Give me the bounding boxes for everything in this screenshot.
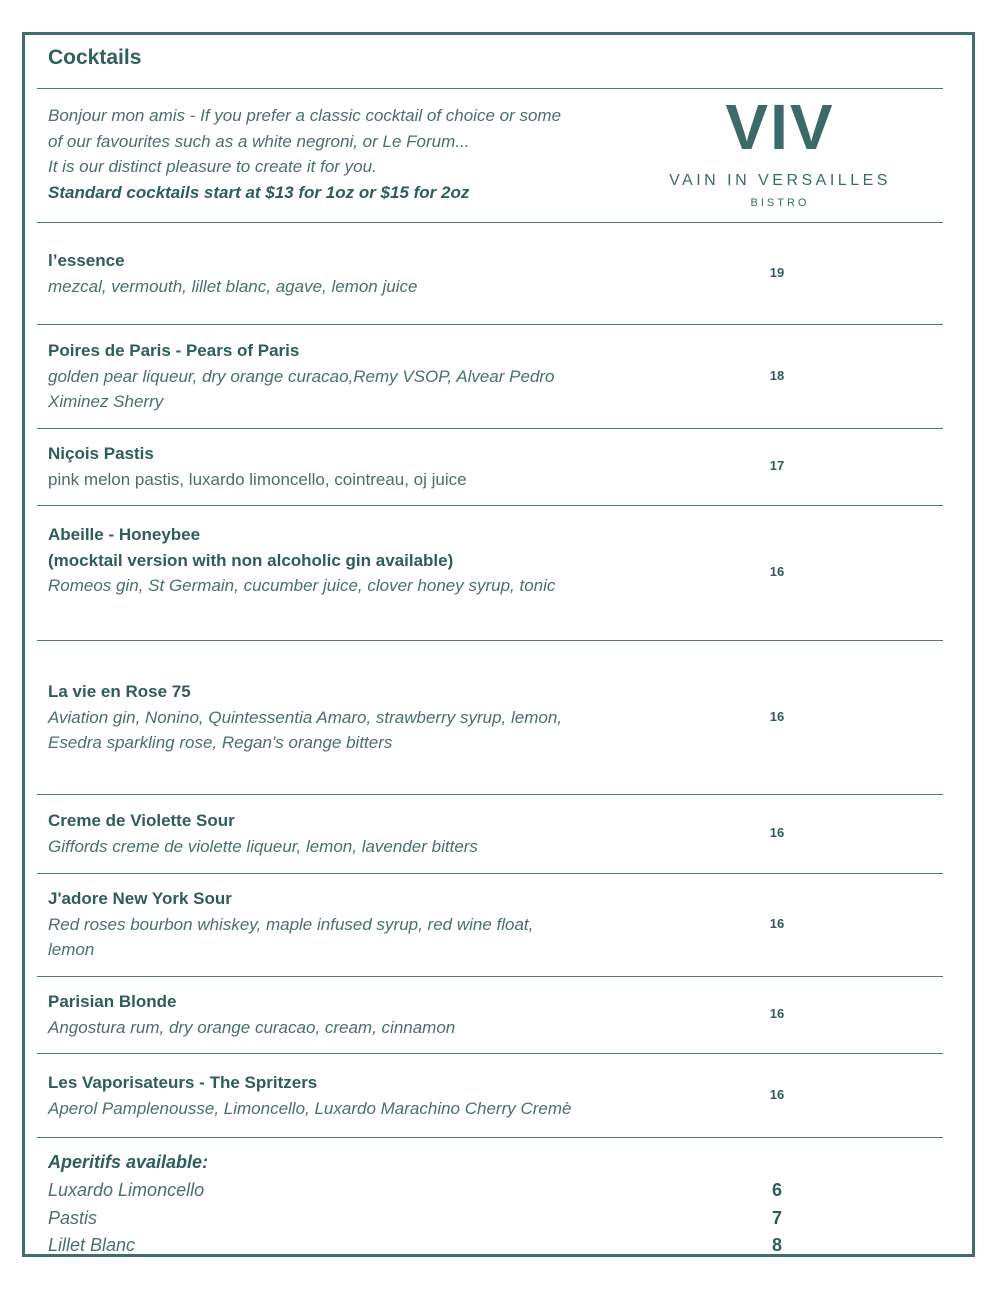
- item-name: J'adore New York Sour: [48, 889, 232, 908]
- item-name: Les Vaporisateurs - The Spritzers: [48, 1073, 318, 1092]
- aperitif-name: Luxardo Limoncello: [48, 1180, 205, 1200]
- aperitifs-heading: Aperitifs available:: [48, 1152, 209, 1172]
- item-price: 16: [769, 709, 785, 724]
- item-description: Aviation gin, Nonino, Quintessentia Amaro, strawberry syrup, lemon,: [48, 707, 563, 727]
- menu-item: [48, 808, 648, 859]
- aperitif-name: Pastis: [48, 1208, 98, 1228]
- menu-item: [48, 886, 648, 963]
- menu-item: [48, 1070, 648, 1121]
- item-description: Aperol Pamplenousse, Limoncello, Luxardo Marachino Cherry Cremè: [48, 1098, 572, 1118]
- item-description: golden pear liqueur, dry orange curacao,Remy VSOP, Alvear Pedro: [48, 366, 555, 386]
- divider: [37, 1053, 943, 1054]
- item-name: Abeille - Honeybee: [48, 525, 201, 544]
- item-name: l’essence: [48, 251, 125, 270]
- aperitif-name: Lillet Blanc: [48, 1235, 136, 1255]
- divider: [37, 324, 943, 325]
- item-price: 16: [769, 825, 785, 840]
- divider: [37, 222, 943, 223]
- intro-pricing: Standard cocktails start at $13 for 1oz or $15 for 2oz: [48, 183, 470, 203]
- divider: [37, 88, 943, 89]
- page-title: Cocktails: [48, 46, 142, 69]
- divider: [37, 976, 943, 977]
- menu-item: [48, 679, 648, 756]
- menu-item: [48, 441, 648, 492]
- item-description: pink melon pastis, luxardo limoncello, cointreau, oj juice: [48, 469, 467, 489]
- item-name: Poires de Paris - Pears of Paris: [48, 341, 300, 360]
- intro-line: It is our distinct pleasure to create it for you.: [48, 157, 377, 177]
- item-name: La vie en Rose 75: [48, 682, 191, 701]
- logo-mark: VIV: [725, 91, 835, 163]
- item-name: Creme de Violette Sour: [48, 811, 235, 830]
- intro-text: [48, 103, 608, 206]
- divider: [37, 505, 943, 506]
- aperitif-price: 6: [771, 1180, 782, 1200]
- item-description: Romeos gin, St Germain, cucumber juice, clover honey syrup, tonic: [48, 576, 556, 596]
- item-description: Esedra sparkling rose, Regan's orange bitters: [48, 733, 393, 753]
- menu-item: [48, 248, 648, 299]
- item-name: Niçois Pastis: [48, 444, 154, 463]
- item-price: 16: [769, 1087, 785, 1102]
- intro-line: of our favourites such as a white negroni, or Le Forum...: [48, 131, 470, 151]
- divider: [37, 640, 943, 641]
- item-description: lemon: [48, 940, 95, 960]
- menu-item: [48, 522, 648, 599]
- item-description: Red roses bourbon whiskey, maple infused syrup, red wine float,: [48, 914, 534, 934]
- item-description: mezcal, vermouth, lillet blanc, agave, lemon juice: [48, 276, 418, 296]
- divider: [37, 1137, 943, 1138]
- item-price: 17: [769, 458, 785, 473]
- aperitif-price: 8: [771, 1235, 782, 1255]
- item-description: Angostura rum, dry orange curacao, cream, cinnamon: [48, 1017, 456, 1037]
- item-price: 16: [769, 916, 785, 931]
- item-price: 18: [769, 368, 785, 383]
- item-description: Ximinez Sherry: [48, 392, 164, 412]
- divider: [37, 873, 943, 874]
- divider: [37, 794, 943, 795]
- item-price: 16: [769, 1006, 785, 1021]
- item-note: (mocktail version with non alcoholic gin available): [48, 550, 454, 570]
- item-name: Parisian Blonde: [48, 992, 177, 1011]
- divider: [37, 428, 943, 429]
- logo-subtitle: BISTRO: [750, 197, 810, 209]
- menu-item: [48, 989, 648, 1040]
- intro-line: Bonjour mon amis - If you prefer a classic cocktail of choice or some: [48, 106, 562, 125]
- logo-name: VAIN IN VERSAILLES: [669, 172, 891, 189]
- item-price: 16: [769, 564, 785, 579]
- item-description: Giffords creme de violette liqueur, lemon, lavender bitters: [48, 836, 478, 856]
- aperitif-price: 7: [771, 1208, 782, 1228]
- item-price: 19: [769, 265, 785, 280]
- menu-item: [48, 338, 648, 415]
